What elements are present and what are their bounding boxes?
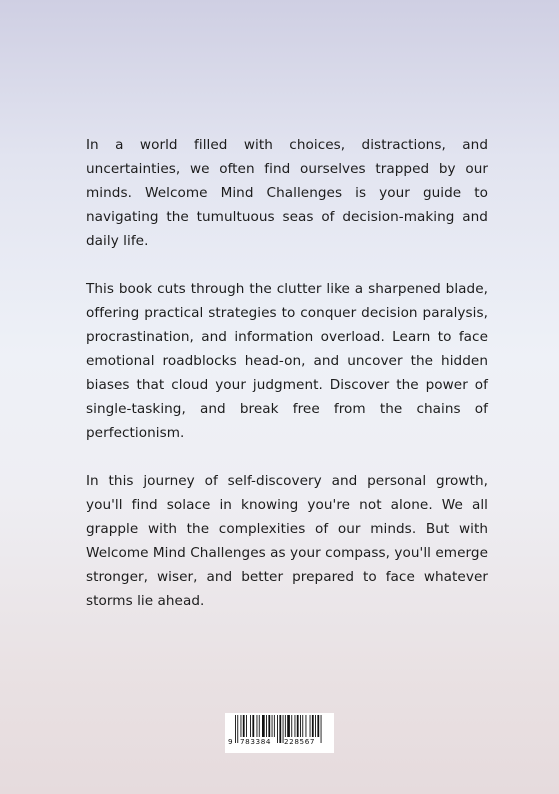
barcode-bar-7 bbox=[257, 715, 258, 737]
barcode-bar-22 bbox=[300, 715, 301, 737]
barcode-left-digits: 783384 bbox=[240, 737, 272, 746]
barcode-bar-23 bbox=[302, 715, 303, 737]
barcode-bar-20 bbox=[295, 715, 296, 737]
barcode-bar-21 bbox=[297, 715, 299, 737]
barcode-bar-5 bbox=[250, 715, 251, 737]
isbn-barcode bbox=[225, 713, 334, 753]
barcode-bar-10 bbox=[266, 715, 267, 737]
barcode-bar-4 bbox=[246, 715, 247, 737]
barcode-bar-9 bbox=[262, 715, 265, 737]
barcode-bar-18 bbox=[287, 715, 290, 737]
barcode-bar-3 bbox=[243, 715, 245, 737]
barcode-right-digits: 228567 bbox=[284, 737, 316, 746]
barcode-bar-2 bbox=[241, 715, 242, 737]
barcode-bar-17 bbox=[285, 715, 286, 737]
barcode-digits bbox=[225, 737, 334, 749]
blurb-paragraph-2: This book cuts through the clutter like a sharpened blade, offering practical strategies to conquer decision paralysis, procrastination, and information overload. Learn to face emotional roadblocks head-on, and uncover the hidden biases that cloud your judgment. Discover the power of single-tasking, and break free from the chains of perfectionism. bbox=[86, 281, 488, 441]
barcode-bar-24 bbox=[306, 715, 307, 737]
barcode-bar-13 bbox=[274, 715, 275, 737]
blurb-text bbox=[86, 133, 488, 637]
barcode-bar-6 bbox=[252, 715, 254, 737]
barcode-bar-26 bbox=[312, 715, 314, 737]
barcode-bar-8 bbox=[259, 715, 260, 737]
barcode-bar-27 bbox=[315, 715, 316, 737]
blurb-paragraph-1: In a world filled with choices, distractions, and uncertainties, we often find ourselves trapped by our minds. Welcome Mind Challenges is your guide to navigating the tumultuous seas of decision-making and daily life. bbox=[86, 137, 488, 249]
barcode-bar-12 bbox=[272, 715, 273, 737]
barcode-bar-19 bbox=[291, 715, 292, 737]
blurb-paragraph-3: In this journey of self-discovery and personal growth, you'll find solace in knowing you're not alone. We all grapple with the complexities of our minds. But with Welcome Mind Challenges as your compass, you'll emerge stronger, wiser, and better prepared to face whatever storms lie ahead. bbox=[86, 473, 488, 609]
barcode-bar-25 bbox=[310, 715, 311, 737]
barcode-first-digit: 9 bbox=[228, 737, 233, 746]
barcode-bar-28 bbox=[317, 715, 319, 737]
barcode-bar-11 bbox=[268, 715, 270, 737]
